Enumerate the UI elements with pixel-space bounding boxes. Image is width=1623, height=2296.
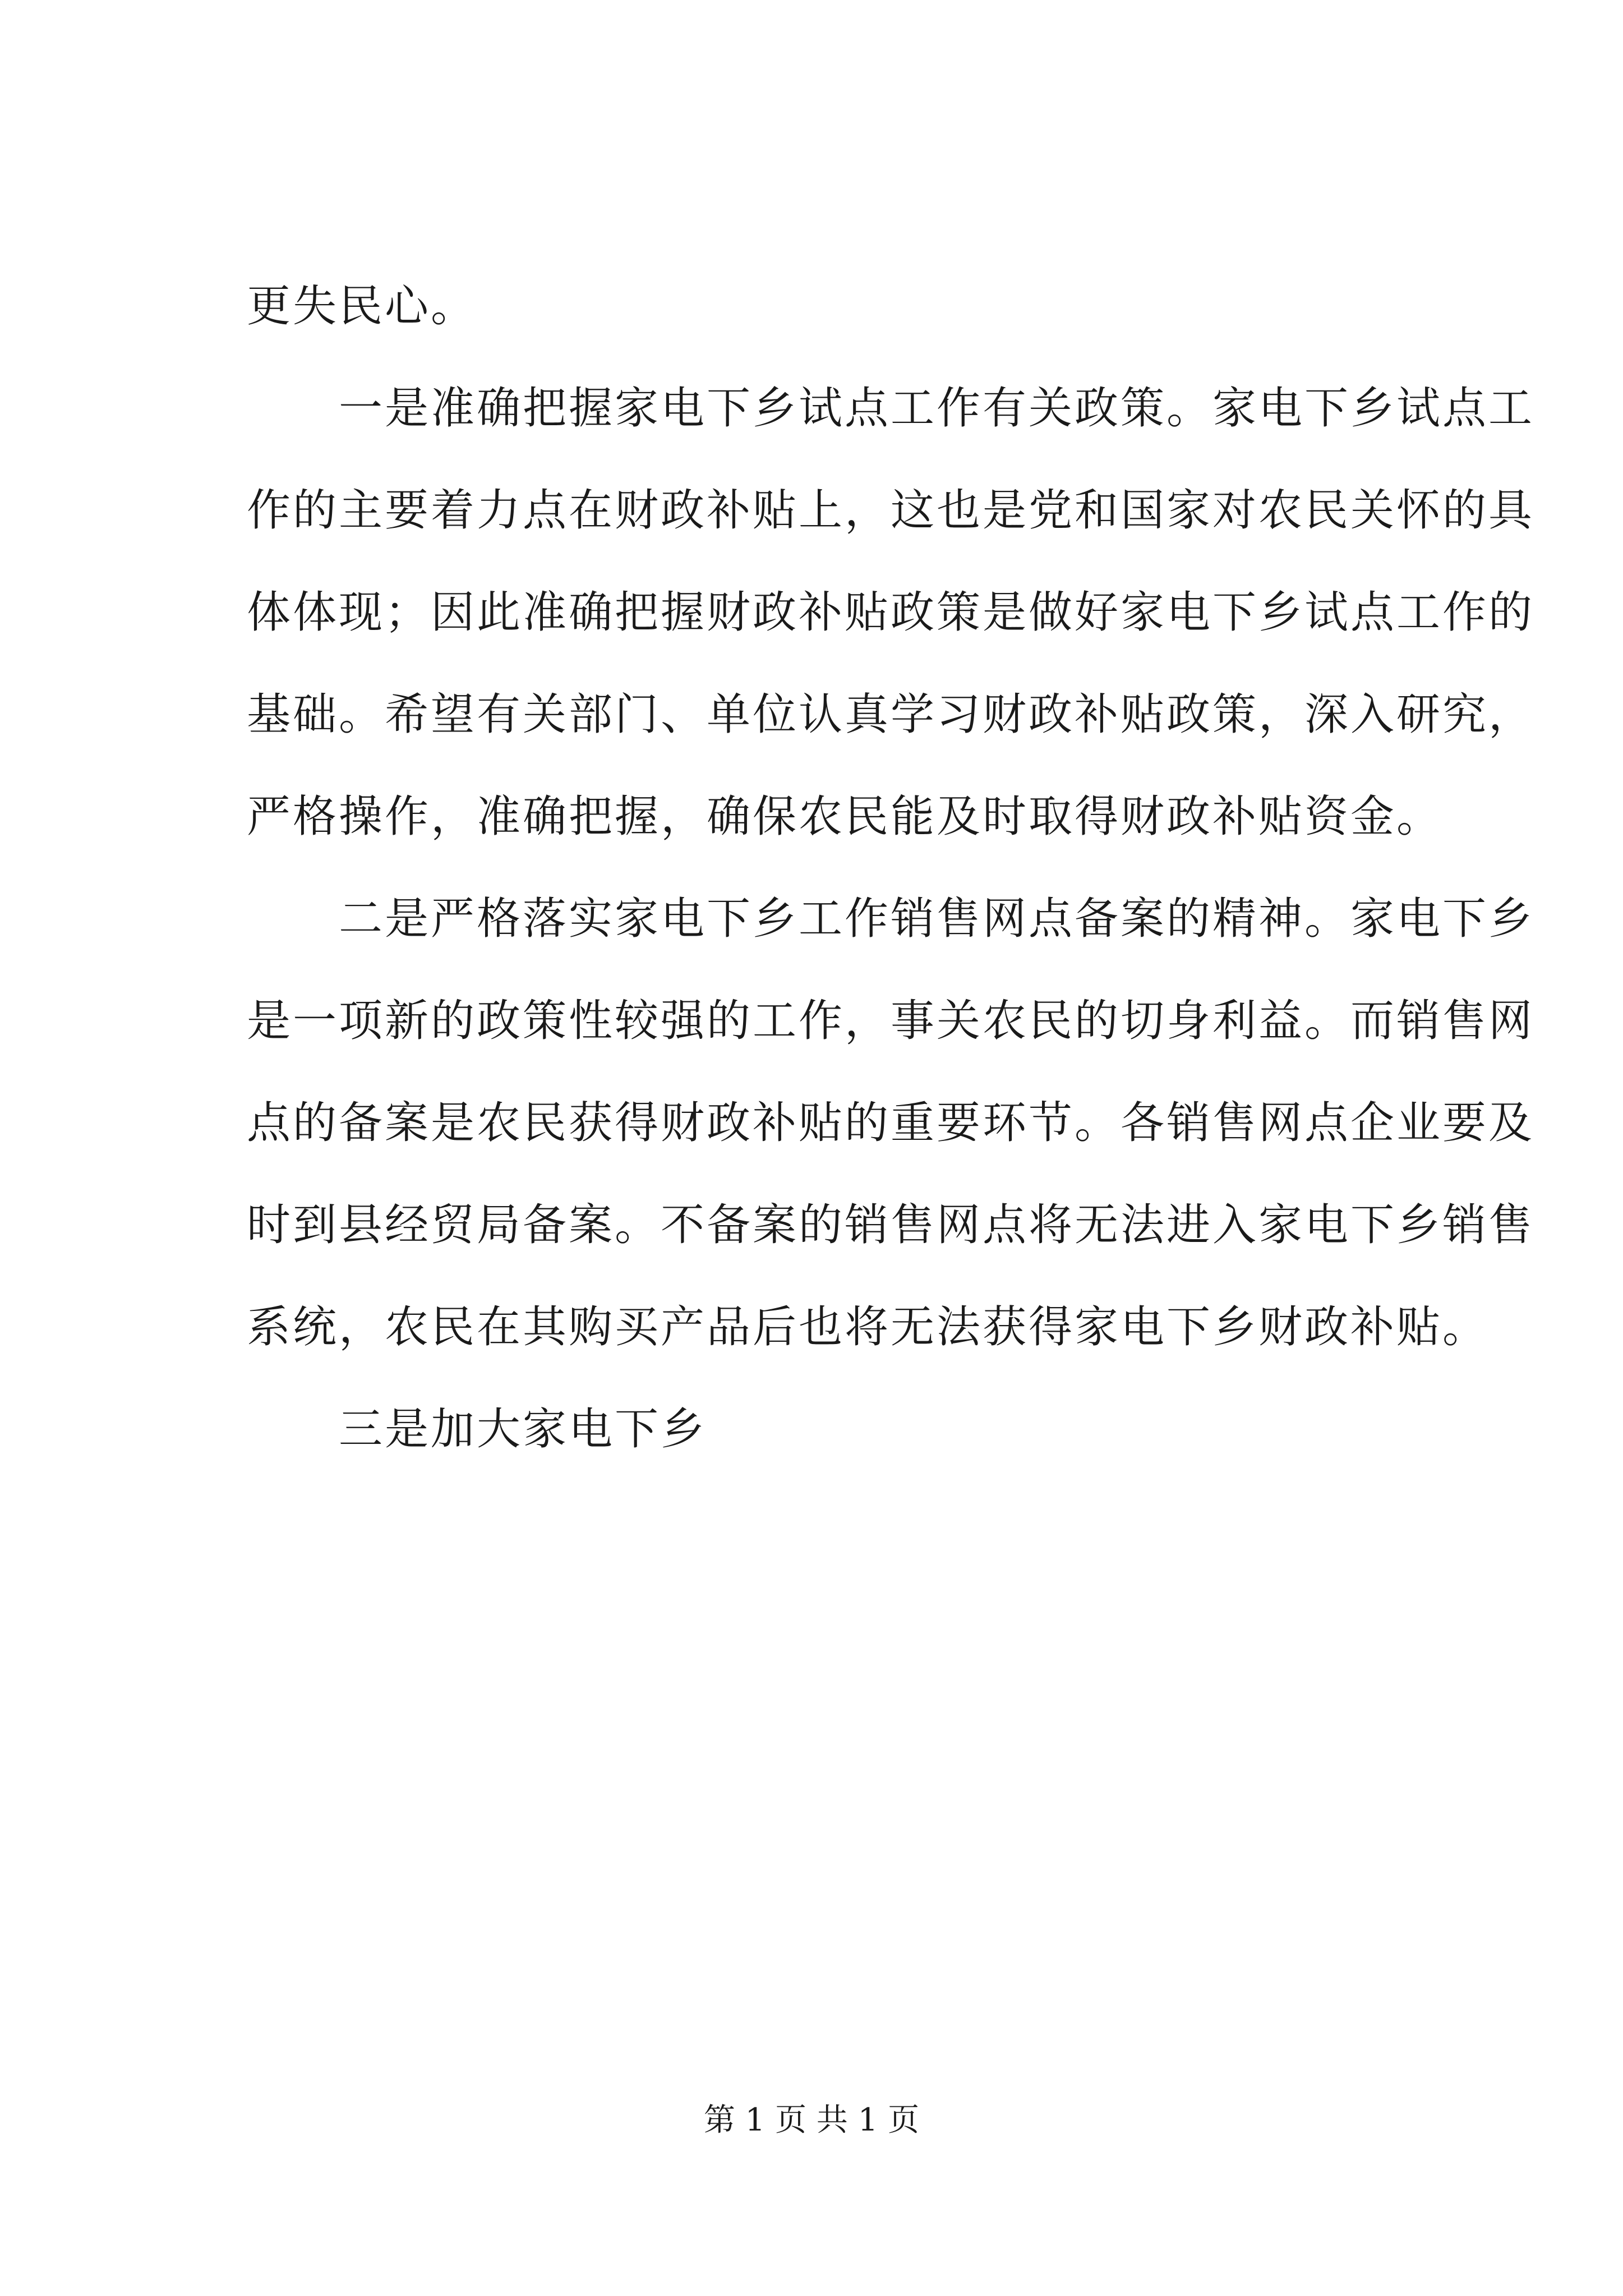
text-line: 体体现；因此准确把握财政补贴政策是做好家电下乡试点工作的 (247, 587, 1535, 638)
page-footer: 第 1 页 共 1 页 (703, 2102, 920, 2138)
body-text (247, 255, 1535, 1480)
text-line: 作的主要着力点在财政补贴上，这也是党和国家对农民关怀的具 (247, 485, 1535, 536)
text-line: 一是准确把握家电下乡试点工作有关政策。家电下乡试点工 (247, 383, 1535, 434)
text-line: 三是加大家电下乡 (247, 1404, 707, 1455)
text-line: 二是严格落实家电下乡工作销售网点备案的精神。家电下乡 (247, 894, 1535, 944)
text-line: 更失民心。 (247, 281, 477, 332)
text-line: 点的备案是农民获得财政补贴的重要环节。各销售网点企业要及 (247, 1098, 1535, 1148)
text-line: 时到县经贸局备案。不备案的销售网点将无法进入家电下乡销售 (247, 1200, 1535, 1250)
text-line: 系统，农民在其购买产品后也将无法获得家电下乡财政补贴。 (247, 1302, 1489, 1352)
text-line: 严格操作，准确把握，确保农民能及时取得财政补贴资金。 (247, 792, 1443, 842)
text-line: 基础。希望有关部门、单位认真学习财政补贴政策，深入研究， (247, 689, 1535, 740)
text-line: 是一项新的政策性较强的工作，事关农民的切身利益。而销售网 (247, 996, 1535, 1046)
